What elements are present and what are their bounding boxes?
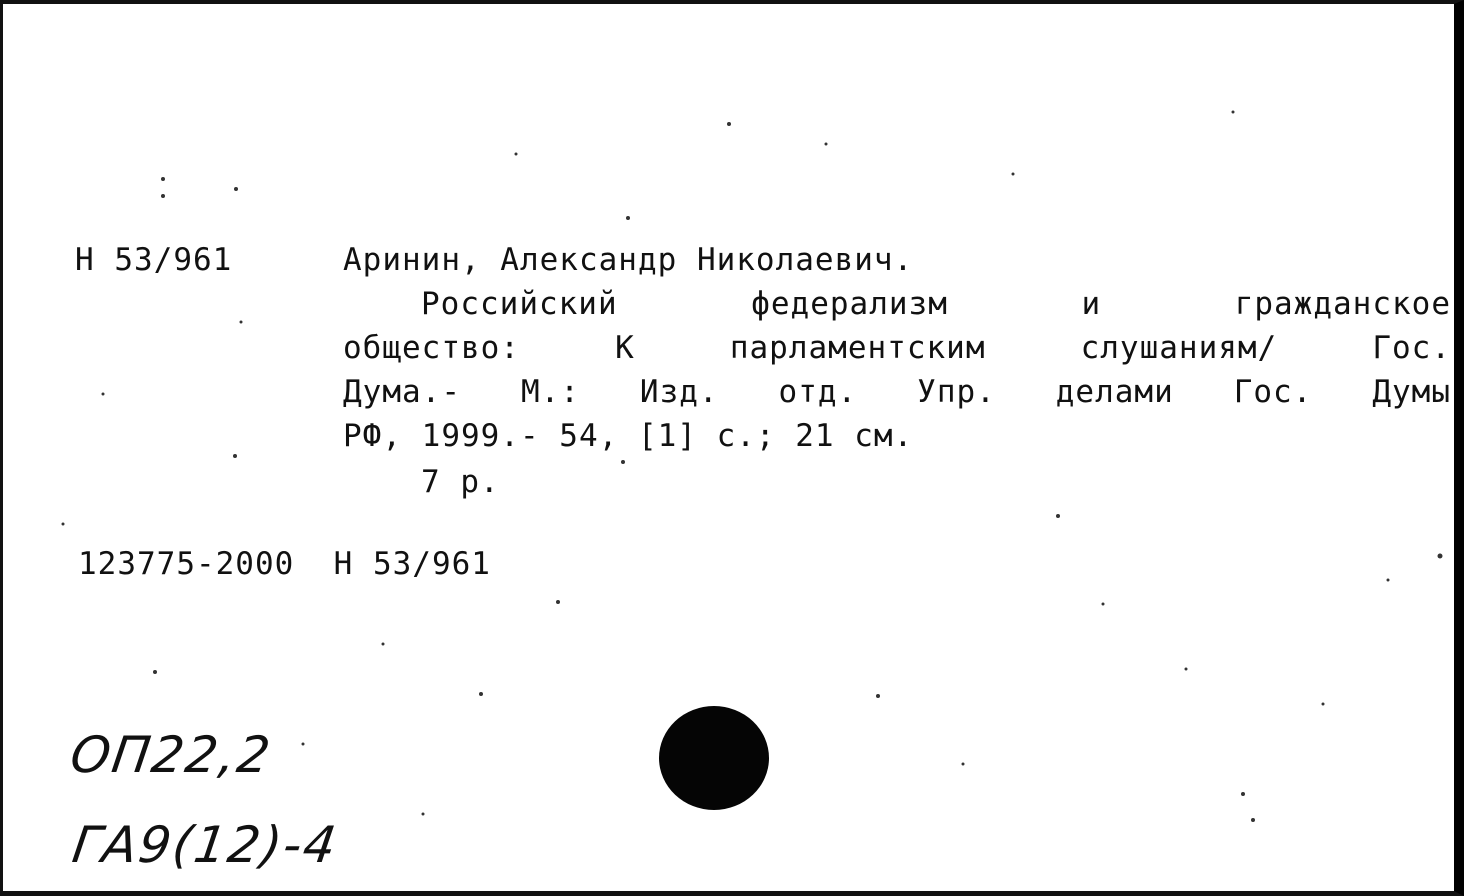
handwritten-classification-1: ОП22,2 xyxy=(66,726,276,784)
accession-number: 123775-2000 Н 53/961 xyxy=(78,546,491,582)
punch-hole xyxy=(659,706,769,810)
shelf-mark: Н 53/961 xyxy=(75,242,233,278)
price: 7 р. xyxy=(421,464,500,500)
title-line-3: Дума.- М.: Изд. отд. Упр. делами Гос. Думы xyxy=(343,374,1451,410)
title-line-2: общество: К парламентским слушаниям/ Гос. xyxy=(343,330,1451,366)
author-heading: Аринин, Александр Николаевич. xyxy=(343,242,914,278)
title-line-1: Российский федерализм и гражданское xyxy=(421,286,1451,322)
handwritten-classification-2: ГА9(12)-4 xyxy=(68,816,342,874)
title-line-4: РФ, 1999.- 54, [1] с.; 21 см. xyxy=(343,418,914,454)
